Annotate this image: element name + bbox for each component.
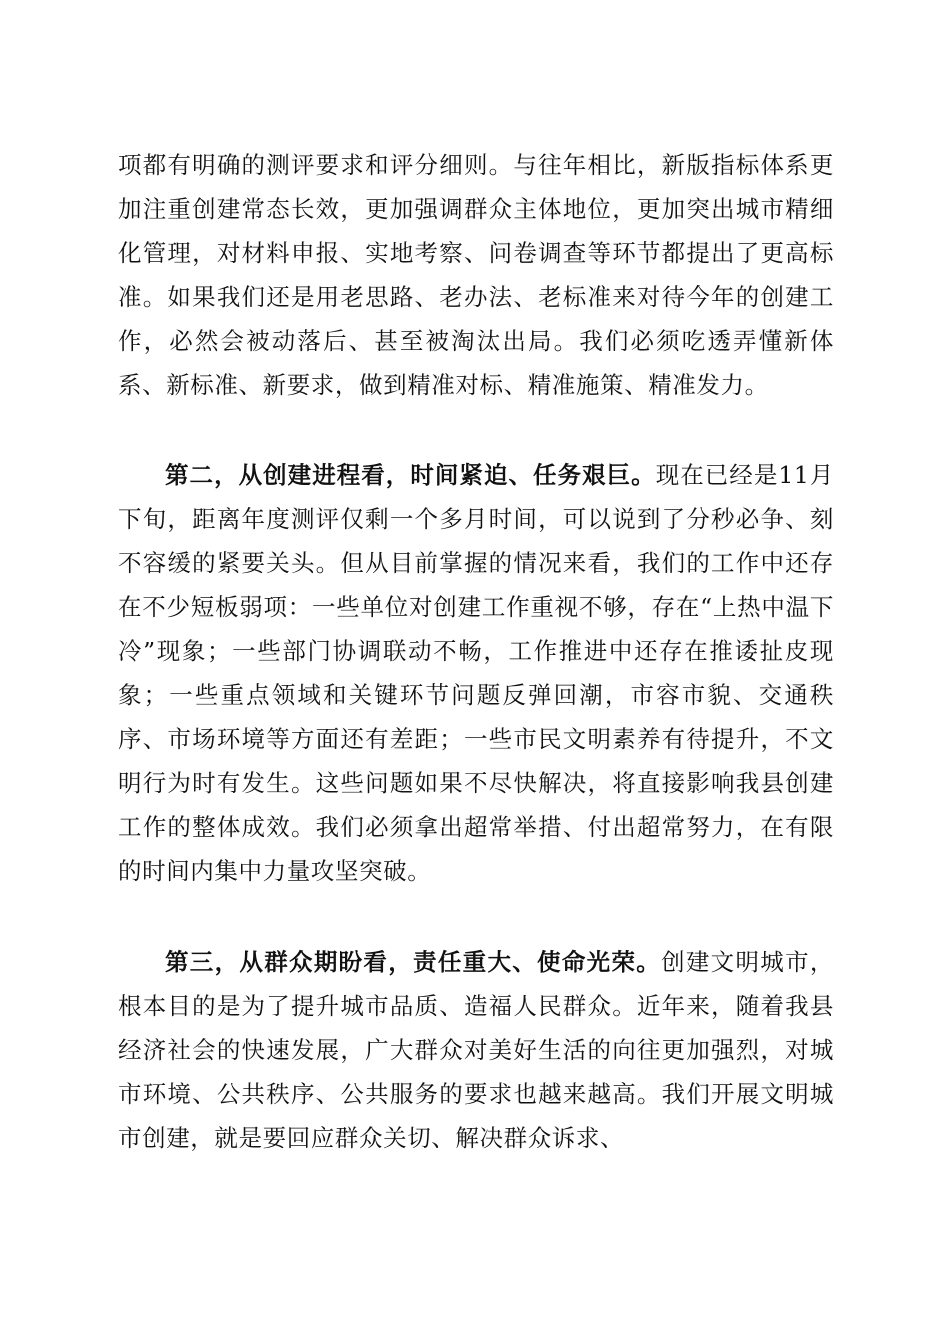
paragraph-3-body <box>118 940 834 1160</box>
paragraph-1 <box>118 143 834 407</box>
paragraph-2 <box>118 453 834 893</box>
paragraph-3 <box>118 940 834 1160</box>
paragraph-2-text: 现在已经是11月下旬，距离年度测评仅剩一个多月时间，可以说到了分秒必争、刻不容缓的紧要关头。但从目前掌握的情况来看，我们的工作中还存在不少短板弱项：一些单位对创建工作重视不够，存在“上热中温下冷”现象；一些部门协调联动不畅，工作推进中还存在推诿扯皮现象；一些重点领域和关键环节问题反弹回潮，市容市貌、交通秩序、市场环境等方面还有差距；一些市民文明素养有待提升，不文明行为时有发生。这些问题如果不尽快解决，将直接影响我县创建工作的整体成效。我们必须拿出超常举措、付出超常努力，在有限的时间内集中力量攻坚突破。 <box>118 461 835 885</box>
paragraph-3-text: 创建文明城市，根本目的是为了提升城市品质、造福人民群众。近年来，随着我县经济社会的快速发展，广大群众对美好生活的向往更加强烈，对城市环境、公共秩序、公共服务的要求也越来越高。我们开展文明城市创建，就是要回应群众关切、解决群众诉求、 <box>118 948 835 1152</box>
paragraph-3-heading: 第三，从群众期盼看，责任重大、使命光荣。 <box>165 948 662 976</box>
paragraph-2-body <box>118 453 834 893</box>
paragraph-2-heading: 第二，从创建进程看，时间紧迫、任务艰巨。 <box>165 461 656 489</box>
paragraph-1-text: 项都有明确的测评要求和评分细则。与往年相比，新版指标体系更加注重创建常态长效，更加强调群众主体地位，更加突出城市精细化管理，对材料申报、实地考察、问卷调查等环节都提出了更高标准。如果我们还是用老思路、老办法、老标准来对待今年的创建工作，必然会被动落后、甚至被淘汰出局。我们必须吃透弄懂新体系、新标准、新要求，做到精准对标、精准施策、精准发力。 <box>118 151 834 399</box>
